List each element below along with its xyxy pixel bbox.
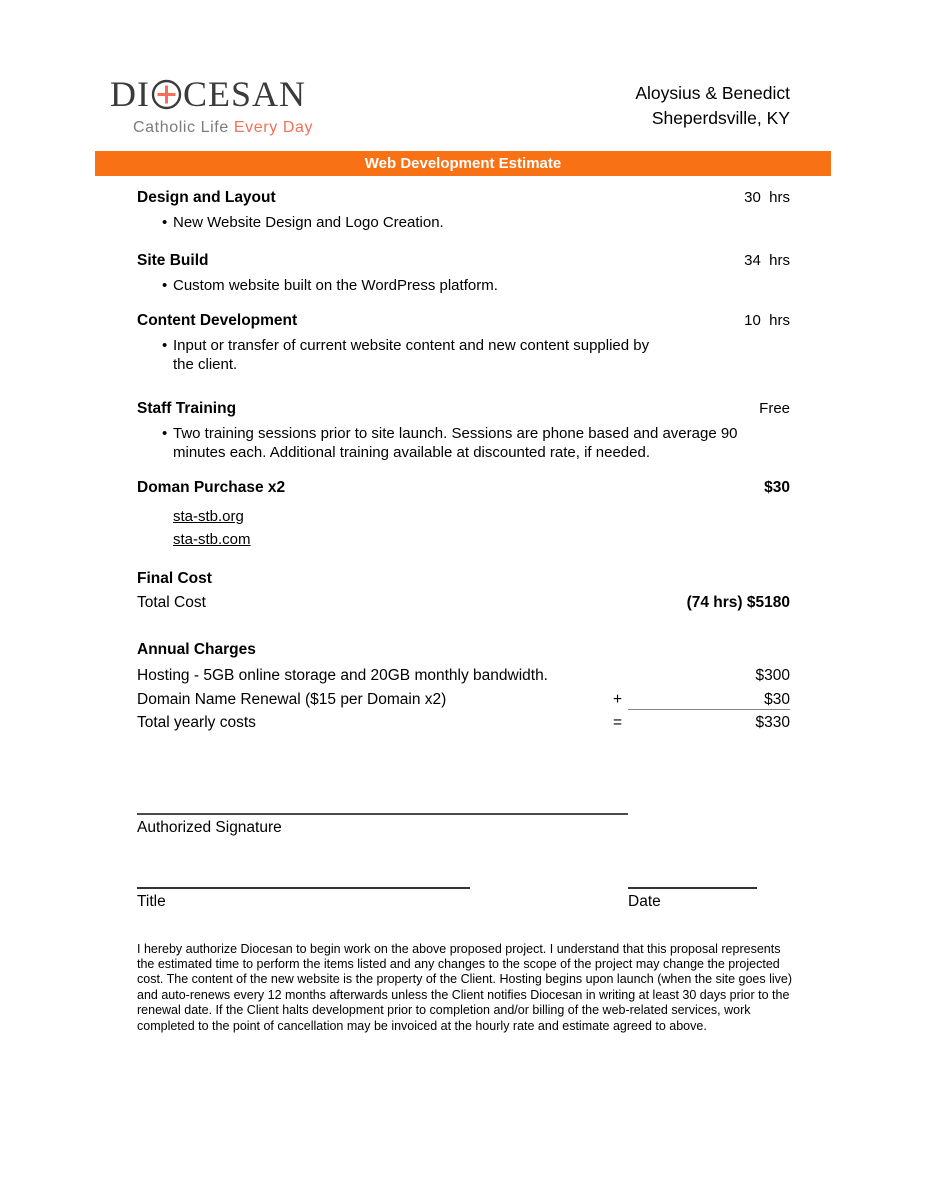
bullet-text: • New Website Design and Logo Creation. bbox=[173, 214, 444, 231]
section-domain-purchase bbox=[137, 480, 790, 496]
bullet-text: • Custom website built on the WordPress platform. bbox=[173, 276, 498, 294]
client-name: Aloysius & Benedict bbox=[635, 83, 790, 103]
equals-operator: = bbox=[613, 714, 623, 731]
section-content-development bbox=[137, 313, 790, 329]
section-hours: 34 hrs bbox=[744, 251, 790, 269]
annual-charges-heading: Annual Charges bbox=[137, 641, 256, 658]
logo-word-end: CESAN bbox=[183, 74, 307, 114]
estimate-title-banner: Web Development Estimate bbox=[95, 151, 831, 176]
title-date-row bbox=[137, 887, 757, 911]
estimate-body bbox=[0, 190, 927, 1034]
title-label: Title bbox=[137, 892, 166, 910]
domain-link-org[interactable]: sta-stb.org bbox=[173, 508, 244, 525]
title-field bbox=[137, 887, 470, 911]
domain-link-com[interactable]: sta-stb.com bbox=[173, 531, 251, 548]
annual-value: $30 bbox=[628, 691, 790, 710]
section-title: Content Development bbox=[137, 312, 298, 329]
section-title: Site Build bbox=[137, 251, 209, 269]
tagline-orange: Every Day bbox=[233, 119, 314, 136]
tagline-gray: Catholic Life bbox=[133, 119, 234, 136]
bullet-item bbox=[162, 214, 790, 233]
annual-row-hosting bbox=[137, 667, 790, 691]
date-line bbox=[628, 887, 757, 889]
plus-operator: + bbox=[613, 690, 623, 708]
date-label: Date bbox=[628, 892, 661, 910]
annual-value: $300 bbox=[755, 667, 790, 684]
annual-label: Domain Name Renewal ($15 per Domain x2) bbox=[137, 690, 447, 708]
total-cost-label: Total Cost bbox=[137, 594, 206, 611]
final-cost-heading: Final Cost bbox=[137, 570, 212, 587]
bullet-item bbox=[162, 337, 790, 374]
section-hours: 30 hrs bbox=[744, 189, 790, 206]
section-price: Free bbox=[759, 400, 790, 417]
terms-paragraph: I hereby authorize Diocesan to begin work on the above proposed project. I understand that this proposal represents the estimated time to perform the items listed and any changes to the scope of the project may change the projected cost. The content of the new website is the property of the Client. Hosting begins upon launch (when the site goes live) and auto-renews every 12 months afterwards unless the Client notifies Diocesan in writing at least 30 days prior to the renewal date. If the Client halts development prior to completion and/or billing of the web-related services, work completed to the point of cancellation may be invoiced at the hourly rate and estimate agreed to above. bbox=[137, 941, 793, 1033]
title-line bbox=[137, 887, 470, 889]
client-info bbox=[635, 81, 790, 137]
total-cost-row bbox=[137, 595, 790, 611]
section-title: Design and Layout bbox=[137, 189, 276, 206]
annual-label: Total yearly costs bbox=[137, 714, 256, 731]
logo-tagline bbox=[133, 119, 313, 137]
diocesan-logo bbox=[110, 76, 313, 137]
bullet-item bbox=[162, 425, 790, 462]
cross-in-circle-icon bbox=[151, 79, 182, 110]
total-cost-value: (74 hrs) $5180 bbox=[686, 594, 790, 611]
section-hours: 10 hrs bbox=[744, 312, 790, 329]
section-price: $30 bbox=[764, 479, 790, 496]
client-location: Sheperdsville, KY bbox=[651, 108, 790, 128]
annual-row-domain-renewal bbox=[137, 691, 790, 715]
authorized-signature-line bbox=[137, 813, 628, 815]
section-design-and-layout bbox=[137, 190, 790, 206]
bullet-text: • Input or transfer of current website content and new content supplied by the client. bbox=[173, 337, 650, 373]
section-staff-training bbox=[137, 401, 790, 417]
authorized-signature-label: Authorized Signature bbox=[137, 818, 282, 836]
annual-label: Hosting - 5GB online storage and 20GB monthly bandwidth. bbox=[137, 667, 548, 684]
logo-word-start: DI bbox=[110, 74, 150, 114]
section-site-build bbox=[137, 253, 790, 269]
logo-wordmark bbox=[110, 76, 313, 112]
section-title: Doman Purchase x2 bbox=[137, 479, 286, 496]
annual-row-total bbox=[137, 714, 790, 738]
bullet-text: • Two training sessions prior to site launch. Sessions are phone based and average 90 minutes each. Additional training available at discounted rate, if needed. bbox=[173, 425, 738, 461]
annual-value: $330 bbox=[755, 714, 790, 731]
document-header bbox=[0, 0, 927, 137]
bullet-item bbox=[162, 277, 790, 296]
domain-link-list bbox=[173, 505, 790, 551]
date-field bbox=[628, 887, 757, 911]
section-title: Staff Training bbox=[137, 400, 237, 417]
